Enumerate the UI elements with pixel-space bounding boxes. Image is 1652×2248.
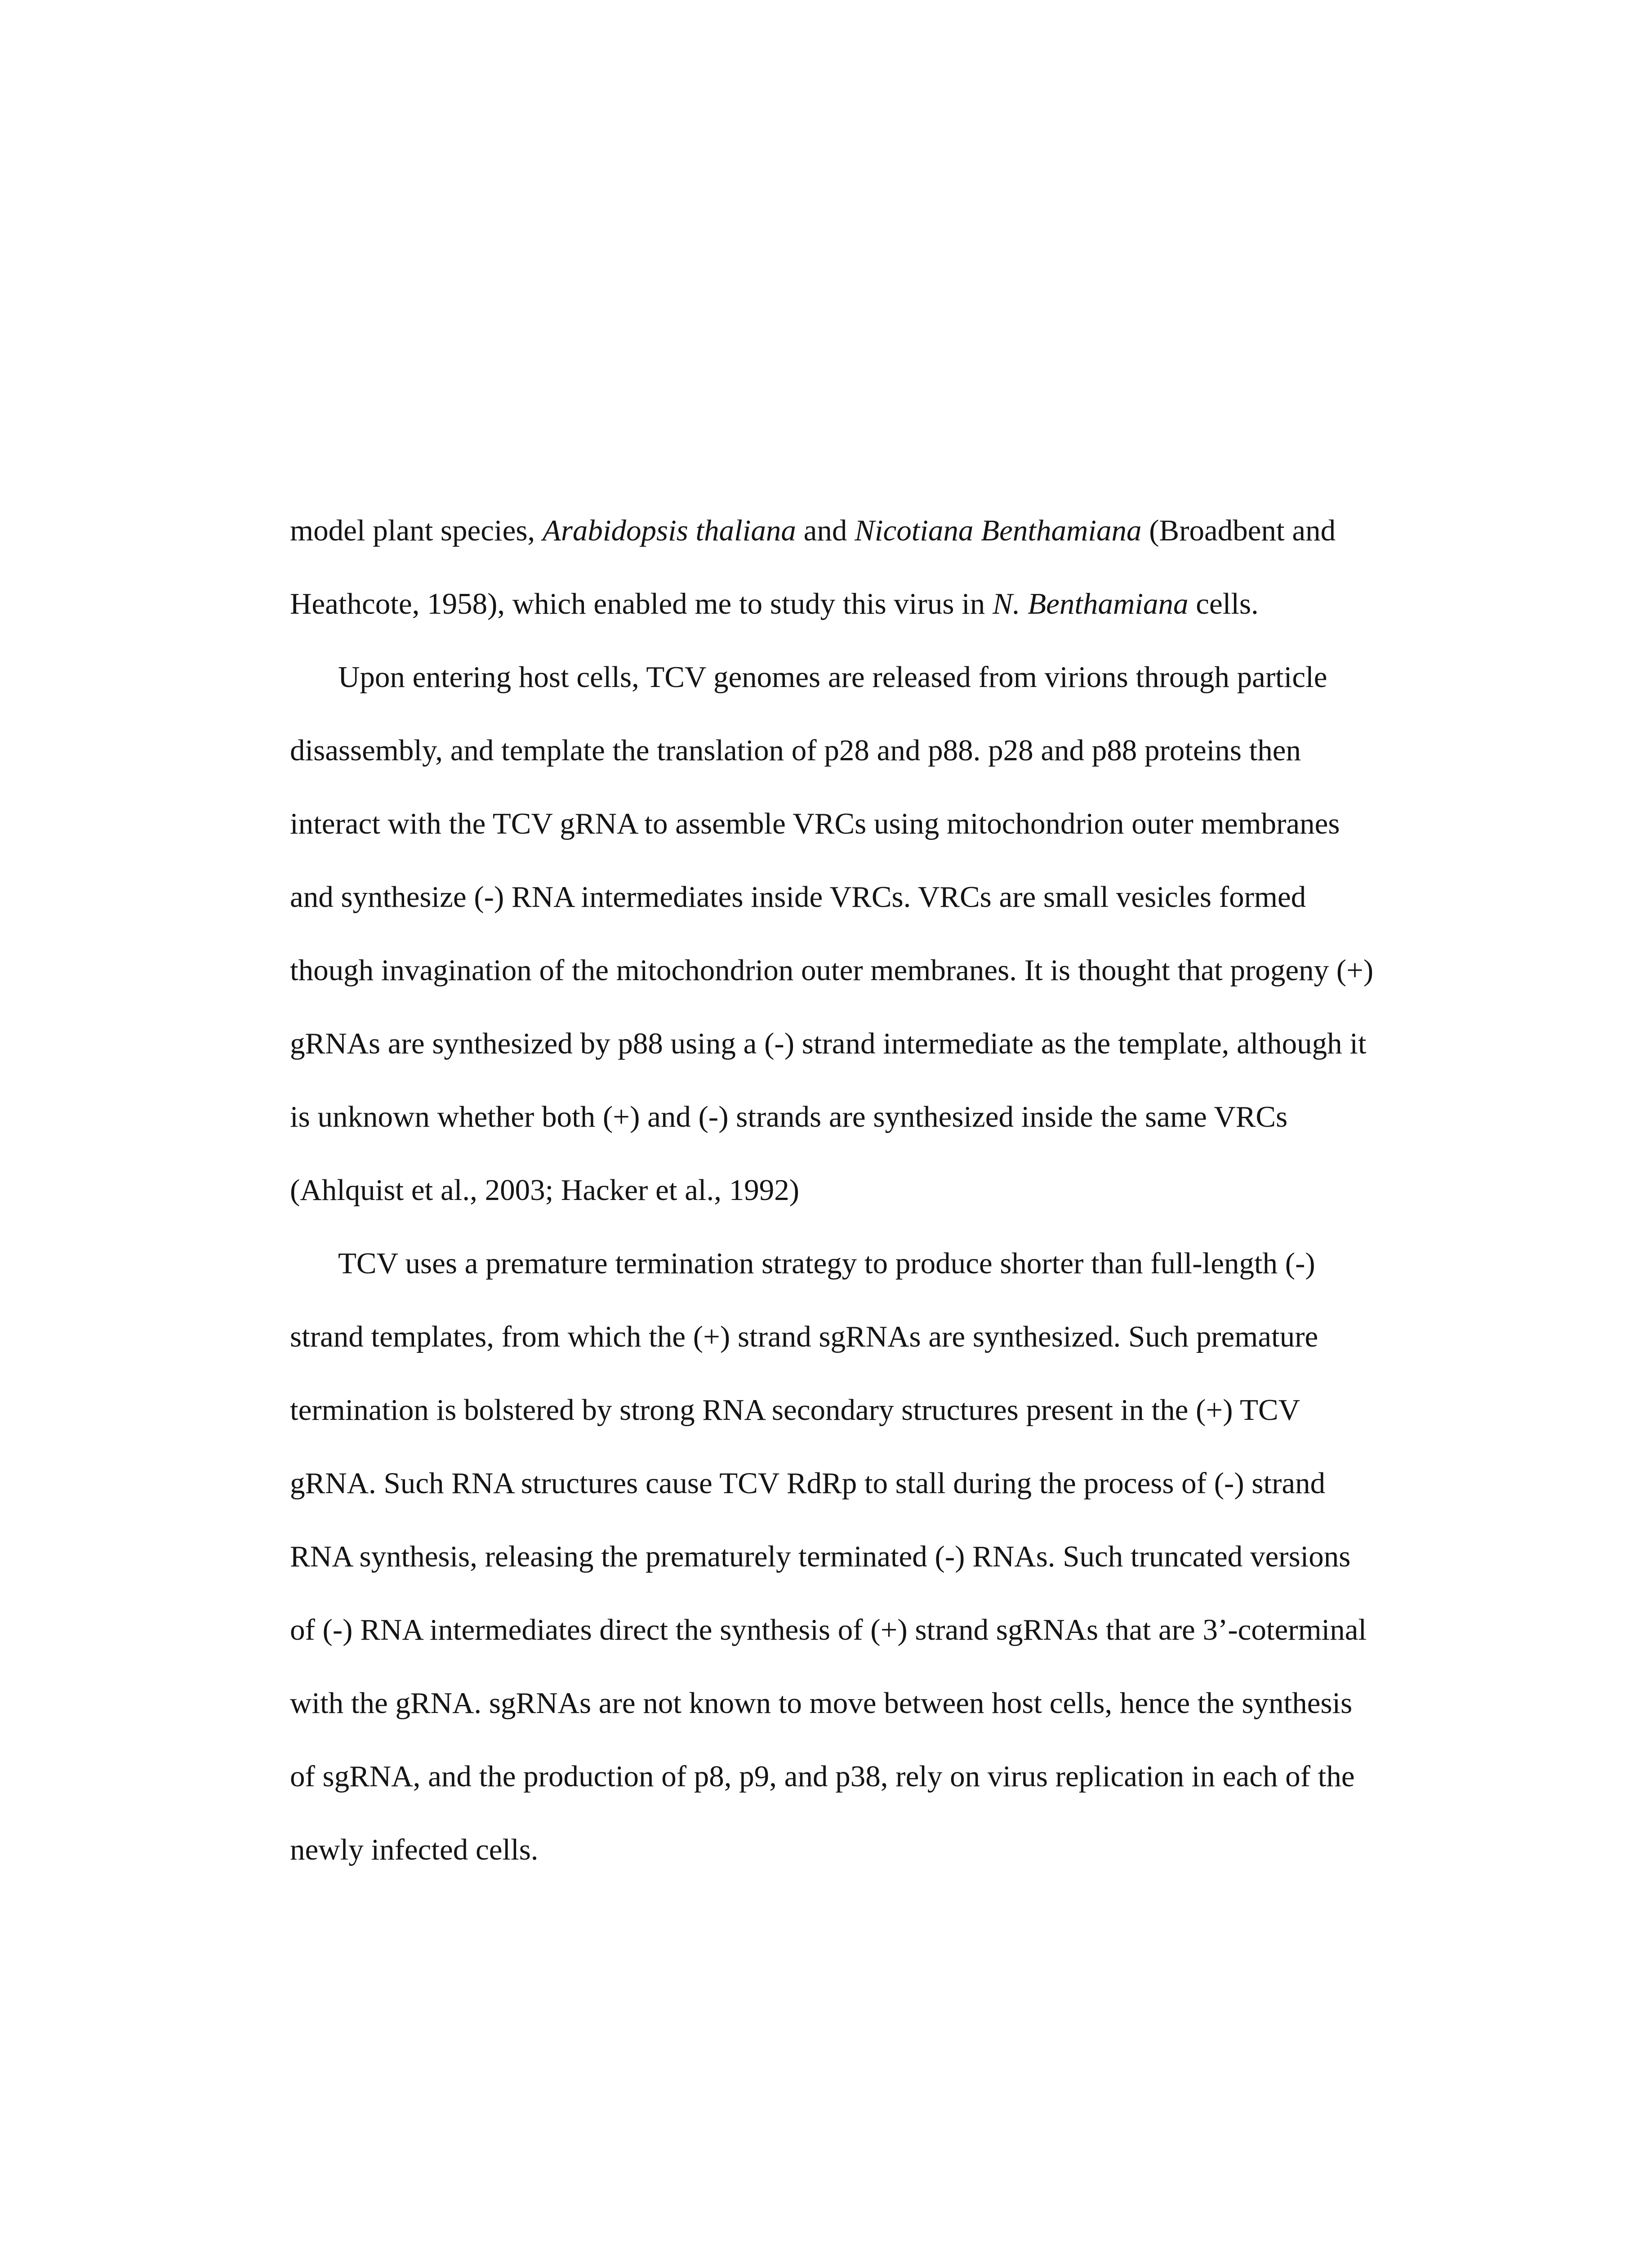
paragraph-3-line: gRNA. Such RNA structures cause TCV RdRp to stall during the process of (-) strand [290,1467,1326,1500]
species-name-italic: Nicotiana Benthamiana [855,514,1142,547]
text-run: and [796,514,855,547]
paragraph-3-line: of (-) RNA intermediates direct the synthesis of (+) strand sgRNAs that are 3’-coterminal [290,1613,1367,1646]
paragraph-3-line: newly infected cells. [290,1833,539,1866]
text-run: (Broadbent and [1141,514,1336,547]
species-name-italic: N. Benthamiana [993,587,1189,620]
paragraph-2-line: and synthesize (-) RNA intermediates inside VRCs. VRCs are small vesicles formed [290,880,1306,914]
paragraph-3-line: of sgRNA, and the production of p8, p9, and p38, rely on virus replication in each of the [290,1760,1355,1793]
species-name-italic: Arabidopsis thaliana [542,514,796,547]
paragraph-1-line-2 [290,586,1259,622]
paragraph-2-line: interact with the TCV gRNA to assemble VRCs using mitochondrion outer membranes [290,807,1340,840]
paragraph-2-line: (Ahlquist et al., 2003; Hacker et al., 1992) [290,1173,800,1207]
paragraph-2-line: disassembly, and template the translation of p28 and p88. p28 and p88 proteins then [290,734,1301,767]
paragraph-3-line: termination is bolstered by strong RNA secondary structures present in the (+) TCV [290,1393,1300,1427]
paragraph-2-line: though invagination of the mitochondrion outer membranes. It is thought that progeny (+) [290,954,1374,987]
text-run: model plant species, [290,514,543,547]
paragraph-3-line: TCV uses a premature termination strategy to produce shorter than full-length (-) [338,1247,1315,1280]
text-run: Heathcote, 1958), which enabled me to study this virus in [290,587,993,620]
paragraph-3-line: strand templates, from which the (+) strand sgRNAs are synthesized. Such premature [290,1320,1318,1353]
paragraph-2-line: gRNAs are synthesized by p88 using a (-) strand intermediate as the template, although it [290,1027,1367,1060]
text-run: cells. [1188,587,1259,620]
paragraph-3-line: RNA synthesis, releasing the prematurely terminated (-) RNAs. Such truncated versions [290,1540,1351,1573]
paragraph-1-line-1 [290,513,1336,549]
paragraph-3-line: with the gRNA. sgRNAs are not known to move between host cells, hence the synthesis [290,1686,1353,1720]
paragraph-2-line: is unknown whether both (+) and (-) strands are synthesized inside the same VRCs [290,1100,1288,1133]
paragraph-2-line: Upon entering host cells, TCV genomes are released from virions through particle [338,660,1327,694]
